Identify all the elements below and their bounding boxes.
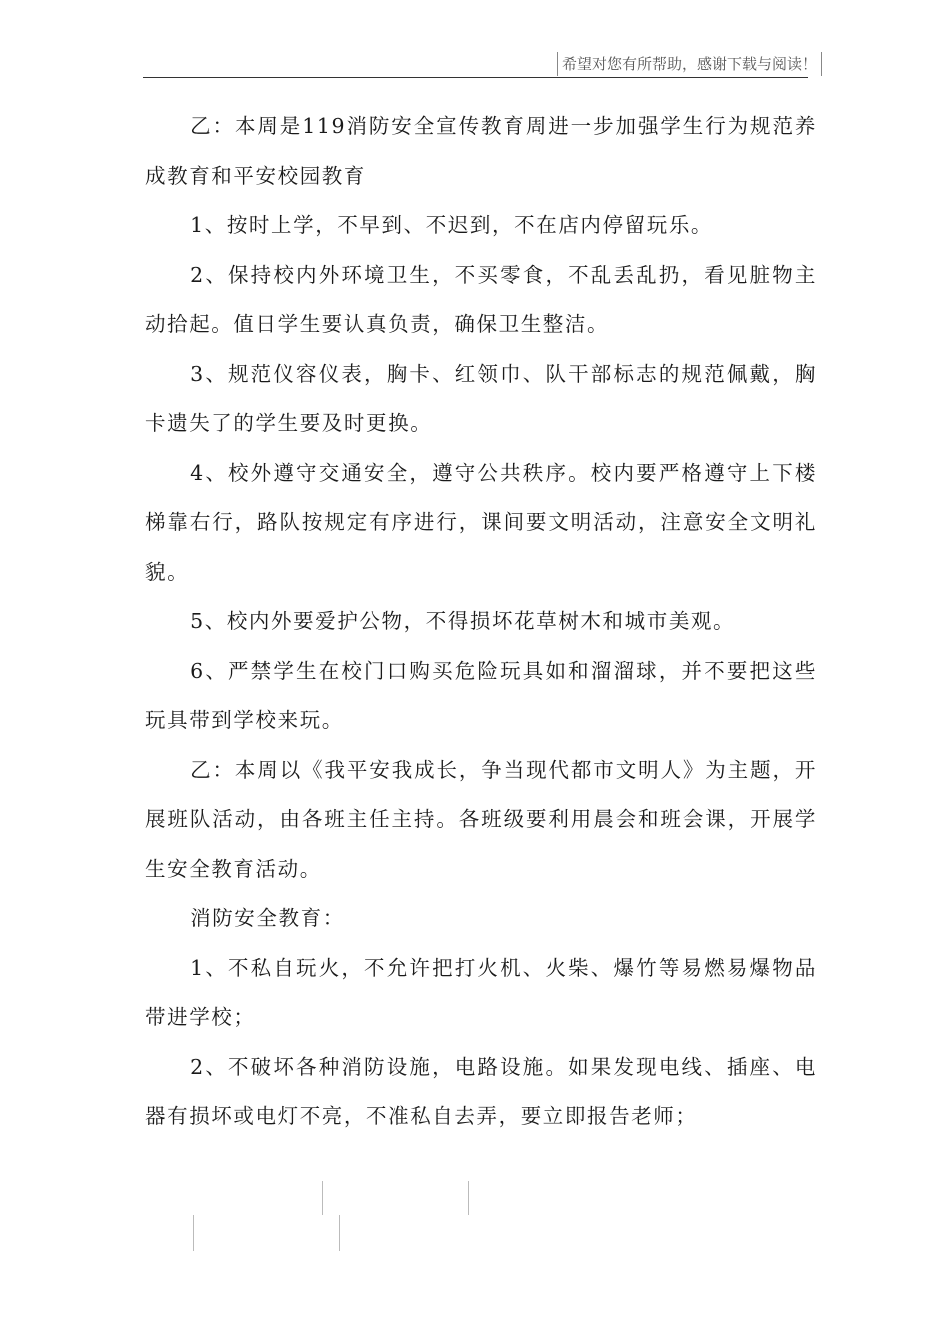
margin-mark [322,1181,323,1215]
document-body [145,102,817,1142]
header-rule [143,77,808,78]
margin-mark [468,1181,469,1215]
paragraph: 6、严禁学生在校门口购买危险玩具如和溜溜球，并不要把这些玩具带到学校来玩。 [145,658,817,732]
margin-mark [193,1215,194,1251]
paragraph: 3、规范仪容仪表，胸卡、红领巾、队干部标志的规范佩戴，胸卡遗失了的学生要及时更换。 [145,361,817,435]
paragraph: 乙：本周以《我平安我成长，争当现代都市文明人》为主题，开展班队活动，由各班主任主持。各班级要利用晨会和班会课，开展学生安全教育活动。 [145,757,817,881]
paragraph: 1、不私自玩火，不允许把打火机、火柴、爆竹等易燃易爆物品带进学校； [145,955,817,1029]
paragraph: 5、校内外要爱护公物，不得损坏花草树木和城市美观。 [190,609,736,633]
paragraph: 1、按时上学，不早到、不迟到，不在店内停留玩乐。 [190,213,714,237]
paragraph: 4、校外遵守交通安全，遵守公共秩序。校内要严格遵守上下楼梯靠右行，路队按规定有序进行，课间要文明活动，注意安全文明礼貌。 [145,460,817,584]
margin-mark [339,1215,340,1251]
paragraph: 2、不破坏各种消防设施，电路设施。如果发现电线、插座、电器有损坏或电灯不亮，不准私自去弄，要立即报告老师； [145,1054,817,1128]
paragraph: 乙：本周是119消防安全宣传教育周进一步加强学生行为规范养成教育和平安校园教育 [145,114,817,188]
paragraph: 2、保持校内外环境卫生，不买零食，不乱丢乱扔，看见脏物主动拾起。值日学生要认真负责，确保卫生整洁。 [145,262,817,336]
header-tagline: 希望对您有所帮助，感谢下载与阅读！ [557,52,822,76]
paragraph: 消防安全教育： [190,906,345,930]
